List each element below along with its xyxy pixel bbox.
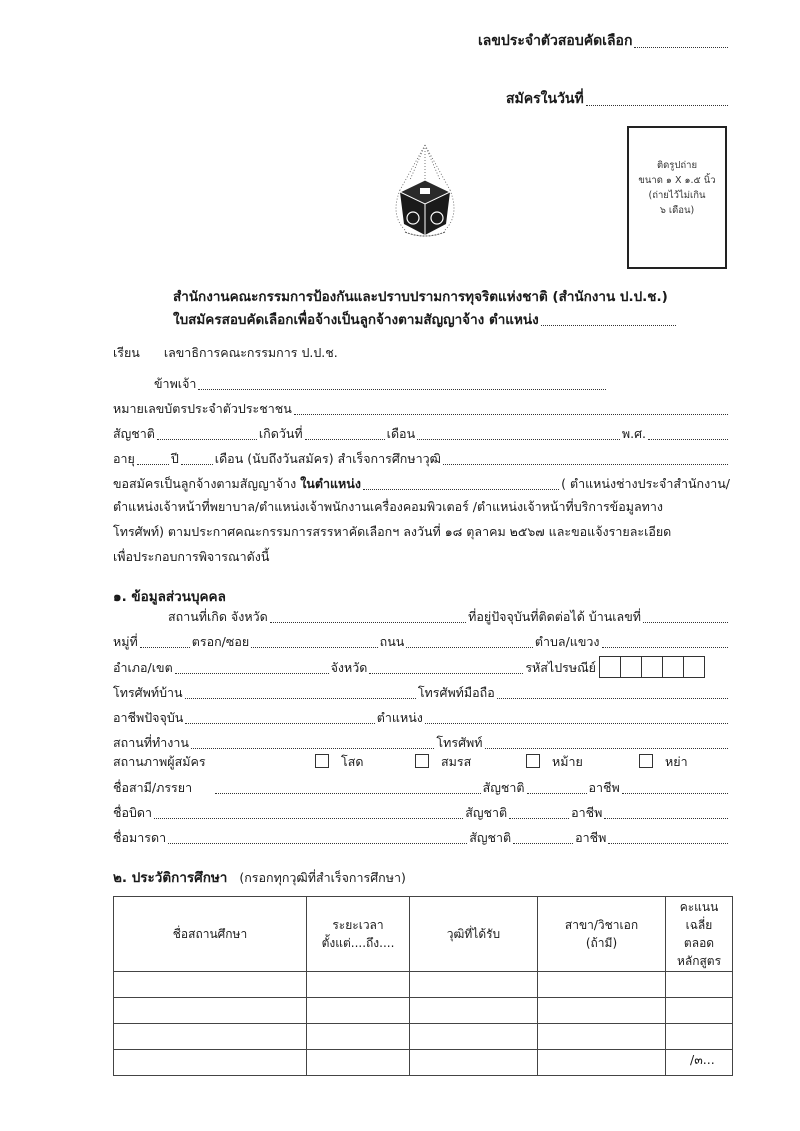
marital-label: สถานภาพผู้สมัคร	[113, 754, 206, 769]
name-row	[154, 372, 608, 394]
education-table	[113, 896, 733, 1076]
spouse-name-field[interactable]	[215, 792, 481, 794]
age-month-label: เดือน (นับถึงวันสมัคร) สำเร็จการศึกษาวุฒิ	[214, 451, 441, 466]
nationality-label: สัญชาติ	[113, 426, 155, 441]
salutation-label: เรียน	[113, 345, 140, 360]
mother-name-field[interactable]	[168, 842, 467, 844]
soi-label: ตรอก/ซอย	[191, 634, 250, 649]
workplace-label: สถานที่ทำงาน	[113, 735, 189, 750]
birth-day-field[interactable]	[305, 438, 385, 440]
exam-number-field[interactable]	[478, 30, 730, 52]
moo-label: หมู่ที่	[113, 634, 138, 649]
job-position-label: ตำแหน่ง	[376, 710, 423, 725]
age-year-field[interactable]	[137, 463, 169, 465]
section2-title: ๒. ประวัติการศึกษา	[113, 870, 228, 886]
apply-date-label: สมัครในวันที่	[506, 91, 584, 107]
education-field[interactable]	[443, 463, 728, 465]
age-label: อายุ	[113, 451, 135, 466]
checkbox-single[interactable]	[315, 754, 329, 768]
positions-text-3: โทรศัพท์) ตามประกาศคณะกรรมการสรรหาคัดเลือกฯ ลงวันที่ ๑๘ ตุลาคม ๒๕๖๗ และขอแจ้งรายละเอียด	[113, 524, 672, 539]
birthplace-row	[168, 605, 730, 627]
province-field[interactable]	[369, 672, 523, 674]
age-month-field[interactable]	[181, 463, 213, 465]
salutation-recipient: เลขาธิการคณะกรรมการ ป.ป.ช.	[163, 345, 338, 360]
spouse-occupation-label: อาชีพ	[588, 780, 620, 795]
col-institution: ชื่อสถานศึกษา	[114, 897, 307, 972]
birth-month-label: เดือน	[386, 426, 416, 441]
district-field[interactable]	[175, 672, 329, 674]
postal-digit-3[interactable]	[641, 656, 663, 678]
checkbox-divorced[interactable]	[639, 754, 653, 768]
address-label: ที่อยู่ปัจจุบันที่ติดต่อได้ บ้านเลขที่	[468, 609, 641, 624]
birthplace-label: สถานที่เกิด จังหวัด	[168, 609, 268, 624]
name-label: ข้าพเจ้า	[154, 376, 197, 391]
section2-note: (กรอกทุกวุฒิที่สำเร็จการศึกษา)	[239, 870, 406, 885]
subdistrict-label: ตำบล/แขวง	[534, 634, 600, 649]
name-field[interactable]	[198, 388, 606, 390]
position-field[interactable]	[541, 324, 676, 326]
spouse-row	[113, 776, 730, 798]
moo-field[interactable]	[140, 646, 190, 648]
id-card-field[interactable]	[294, 413, 728, 415]
next-page-marker: /๓...	[690, 1052, 715, 1067]
father-nationality-label: สัญชาติ	[465, 805, 508, 820]
work-phone-field[interactable]	[485, 747, 728, 749]
table-row	[114, 998, 733, 1024]
marital-option-widowed[interactable]: หม้าย	[526, 752, 583, 772]
photo-box-line2: ขนาด ๑ X ๑.๕ นิ้ว	[638, 175, 716, 186]
father-nationality-field[interactable]	[509, 817, 569, 819]
birth-year-field[interactable]	[648, 438, 728, 440]
mother-nationality-label: สัญชาติ	[469, 830, 512, 845]
form-title	[173, 308, 678, 330]
mother-occupation-field[interactable]	[608, 842, 728, 844]
salutation	[113, 343, 338, 363]
birth-day-label: เกิดวันที่	[258, 426, 303, 441]
postal-digit-2[interactable]	[620, 656, 642, 678]
form-title-text: ใบสมัครสอบคัดเลือกเพื่อจ้างเป็นลูกจ้างตามสัญญาจ้าง ตำแหน่ง	[173, 312, 539, 328]
spouse-nationality-label: สัญชาติ	[482, 780, 525, 795]
job-position-field[interactable]	[425, 722, 728, 724]
spouse-occupation-field[interactable]	[622, 792, 728, 794]
birth-month-field[interactable]	[417, 438, 620, 440]
postal-digit-4[interactable]	[662, 656, 684, 678]
birth-year-label: พ.ศ.	[621, 426, 646, 441]
marital-status-row	[113, 750, 733, 772]
spouse-label: ชื่อสามี/ภรรยา	[113, 780, 193, 795]
nacc-emblem-icon	[380, 140, 470, 240]
nationality-field[interactable]	[157, 438, 257, 440]
province-label: จังหวัด	[330, 660, 368, 675]
photo-placeholder-box	[627, 126, 727, 269]
father-occupation-label: อาชีพ	[571, 805, 603, 820]
table-row	[114, 1050, 733, 1076]
table-header-row	[114, 897, 733, 972]
district-label: อำเภอ/เขต	[113, 660, 173, 675]
col-gpa: คะแนนเฉลี่ย ตลอดหลักสูตร	[666, 897, 733, 972]
postal-digit-1[interactable]	[599, 656, 621, 678]
section1-title: ๑. ข้อมูลส่วนบุคคล	[113, 589, 226, 605]
apply-position-field[interactable]	[363, 488, 559, 490]
mother-label: ชื่อมารดา	[113, 830, 167, 845]
district-row	[113, 656, 705, 678]
col-major: สาขา/วิชาเอก (ถ้ามี)	[538, 897, 666, 972]
father-row	[113, 801, 730, 823]
col-period: ระยะเวลา ตั้งแต่....ถึง....	[307, 897, 410, 972]
soi-field[interactable]	[251, 646, 378, 648]
agency-title: สำนักงานคณะกรรมการป้องกันและปราบปรามการทุจริตแห่งชาติ (สำนักงาน ป.ป.ช.)	[173, 289, 668, 305]
work-phone-label: โทรศัพท์	[436, 735, 483, 750]
birthplace-field[interactable]	[270, 621, 466, 623]
workplace-field[interactable]	[191, 747, 434, 749]
table-row	[114, 972, 733, 998]
photo-box-line3: (ถ่ายไว้ไม่เกิน	[648, 190, 706, 201]
section2-heading	[113, 866, 406, 888]
positions-text-4: เพื่อประกอบการพิจารณาดังนี้	[113, 549, 270, 564]
postal-digit-5[interactable]	[683, 656, 705, 678]
exam-number-label: เลขประจำตัวสอบคัดเลือก	[478, 33, 633, 49]
table-row	[114, 1024, 733, 1050]
mother-row	[113, 826, 730, 848]
road-field[interactable]	[406, 646, 533, 648]
photo-box-line1: ติดรูปถ่าย	[656, 160, 698, 171]
occupation-label: อาชีพปัจจุบัน	[113, 710, 184, 725]
home-phone-label: โทรศัพท์บ้าน	[113, 685, 183, 700]
house-number-field[interactable]	[643, 621, 728, 623]
checkbox-widowed[interactable]	[526, 754, 540, 768]
photo-box-line4: ๖ เดือน)	[659, 205, 695, 216]
occupation-row	[113, 706, 730, 728]
marital-option-married[interactable]: สมรส	[415, 752, 471, 772]
marital-option-single[interactable]: โสด	[315, 752, 363, 772]
subdistrict-field[interactable]	[602, 646, 729, 648]
apply-label: ขอสมัครเป็นลูกจ้างตามสัญญาจ้าง	[113, 476, 297, 491]
id-card-row	[113, 397, 730, 419]
col-degree: วุฒิที่ได้รับ	[410, 897, 538, 972]
father-name-field[interactable]	[154, 817, 463, 819]
occupation-field[interactable]	[185, 722, 374, 724]
home-phone-field[interactable]	[185, 697, 416, 699]
id-card-label: หมายเลขบัตรประจำตัวประชาชน	[113, 401, 292, 416]
apply-date-field[interactable]	[506, 88, 730, 110]
phone-row	[113, 681, 730, 703]
postal-code-boxes[interactable]	[600, 656, 705, 678]
spouse-nationality-field[interactable]	[527, 792, 587, 794]
father-occupation-field[interactable]	[604, 817, 728, 819]
positions-text-1: ( ตำแหน่งช่างประจำสำนักงาน/	[561, 476, 730, 491]
positions-text-2: ตำแหน่งเจ้าหน้าที่พยาบาล/ตำแหน่งเจ้าพนักงานเครื่องคอมพิวเตอร์ /ตำแหน่งเจ้าหน้าที่บริการข้อมูลทาง	[113, 499, 663, 514]
checkbox-married[interactable]	[415, 754, 429, 768]
road-label: ถนน	[379, 634, 405, 649]
address-row	[113, 630, 730, 652]
mother-nationality-field[interactable]	[513, 842, 573, 844]
apply-row	[113, 472, 730, 494]
mobile-label: โทรศัพท์มือถือ	[417, 685, 495, 700]
marital-option-divorced[interactable]: หย่า	[639, 752, 688, 772]
apply-position-label: ในตำแหน่ง	[300, 476, 361, 491]
mobile-field[interactable]	[497, 697, 728, 699]
age-year-label: ปี	[170, 451, 179, 466]
age-row	[113, 447, 730, 469]
mother-occupation-label: อาชีพ	[575, 830, 607, 845]
birth-row	[113, 422, 730, 444]
postal-label: รหัสไปรษณีย์	[525, 660, 597, 675]
father-label: ชื่อบิดา	[113, 805, 153, 820]
